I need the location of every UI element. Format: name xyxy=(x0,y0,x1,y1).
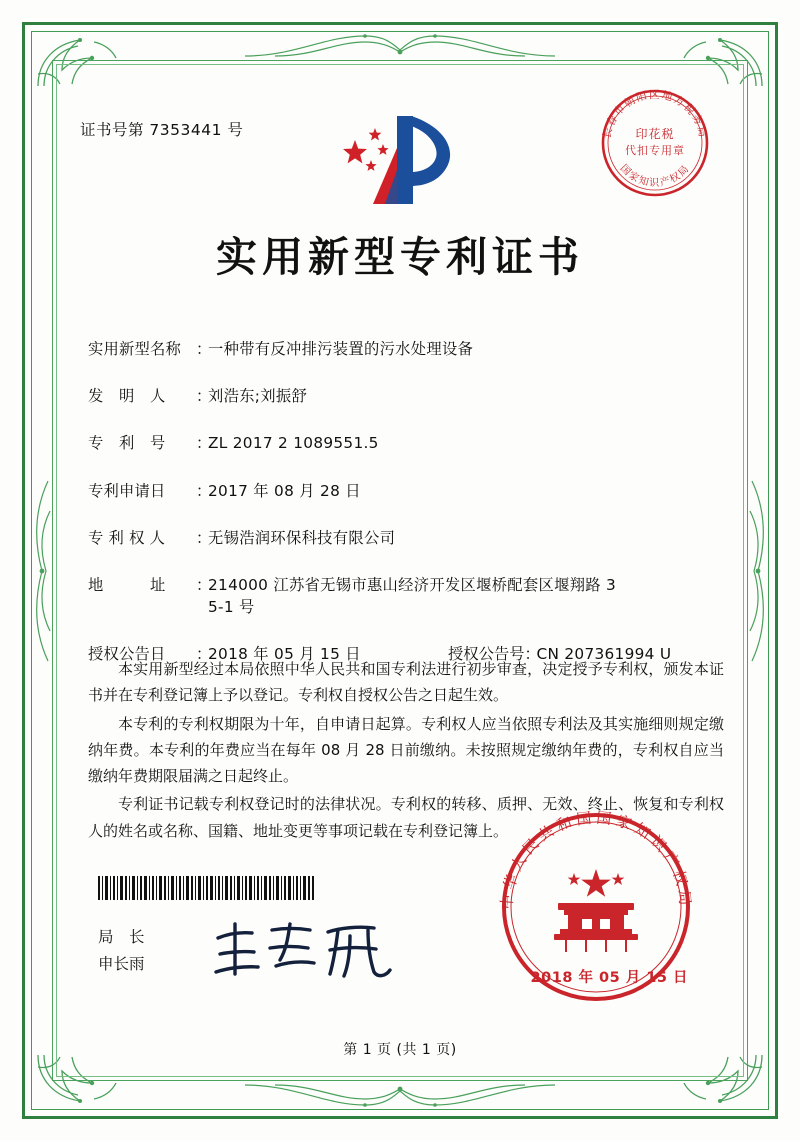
cnipa-logo-icon xyxy=(325,108,475,218)
field-label: 地 址 xyxy=(88,575,166,594)
svg-text:国家知识产权局: 国家知识产权局 xyxy=(617,162,693,189)
svg-text:长春市朝阳区地方税务局: 长春市朝阳区地方税务局 xyxy=(600,89,710,140)
director-label: 局 长 xyxy=(98,928,145,946)
field-colon: ： xyxy=(196,434,212,453)
field-value: 刘浩东;刘振舒 xyxy=(208,387,308,406)
field-value: 2018 年 05 月 15 日 xyxy=(208,645,361,664)
field-value: ZL 2017 2 1089551.5 xyxy=(208,434,379,453)
paragraph-2: 本专利的专利权期限为十年，自申请日起算。专利权人应当依照专利法及其实施细则规定缴纳年费。本专利的年费应当在每年 08 月 28 日前缴纳。未按照规定缴纳年费的，专利权自应当缴纳年费期限届满之日起终止。 xyxy=(88,714,724,785)
field-list xyxy=(88,338,730,683)
field-inventor xyxy=(88,385,730,407)
right-side-ornament xyxy=(744,471,772,671)
certificate-number: 证书号第 7353441 号 xyxy=(80,121,244,139)
field-colon: ： xyxy=(196,340,212,358)
field-value-wrap xyxy=(208,574,730,618)
signature-block xyxy=(98,924,145,978)
bottom-center-ornament xyxy=(235,1077,565,1111)
svg-text:代扣专用章: 代扣专用章 xyxy=(625,144,685,157)
field-value: 无锡浩润环保科技有限公司 xyxy=(208,528,396,547)
field-application-date xyxy=(88,480,730,502)
field-label: 授权公告日 xyxy=(88,645,166,664)
field-colon: ： xyxy=(196,481,212,500)
top-center-ornament xyxy=(235,30,565,64)
field-label: 实用新型名称 xyxy=(88,340,181,358)
handwritten-signature xyxy=(210,916,410,986)
field-utility-model-name xyxy=(88,338,730,360)
seal-date: 2018 年 05 月 15 日 xyxy=(530,970,688,986)
field-label: 专利申请日 xyxy=(88,481,166,500)
field-colon: ： xyxy=(196,387,212,406)
svg-text:印花税: 印花税 xyxy=(635,127,675,141)
certificate-content xyxy=(70,76,730,1065)
field-label: 授权公告号 xyxy=(448,645,525,664)
page-footer: 第 1 页 (共 1 页) xyxy=(343,1042,457,1058)
field-colon: ： xyxy=(196,575,212,594)
paragraph-3: 专利证书记载专利权登记时的法律状况。专利权的转移、质押、无效、终止、恢复和专利权人的姓名或名称、国籍、地址变更等事项记载在专利登记簿上。 xyxy=(88,795,724,840)
barcode xyxy=(98,876,316,900)
tax-stamp-seal xyxy=(596,84,714,202)
field-colon: ： xyxy=(196,528,212,547)
director-name: 申长雨 xyxy=(98,955,145,974)
field-patent-number xyxy=(88,432,730,454)
field-value: 2017 年 08 月 28 日 xyxy=(208,481,361,500)
field-value: 一种带有反冲排污装置的污水处理设备 xyxy=(208,340,474,358)
page-title: 实用新型专利证书 xyxy=(216,233,584,281)
field-colon: ： xyxy=(524,645,540,664)
field-value: CN 207361994 U xyxy=(536,645,672,664)
svg-text:中华人民共和国国家知识产权局: 中华人民共和国国家知识产权局 xyxy=(497,808,695,911)
paragraph-1: 本实用新型经过本局依照中华人民共和国专利法进行初步审查，决定授予专利权，颁发本证书并在专利登记簿上予以登记。专利权自授权公告之日起生效。 xyxy=(88,660,724,705)
field-address xyxy=(88,574,730,618)
field-colon: ： xyxy=(196,645,212,664)
field-value-line2: 5-1 号 xyxy=(208,598,255,617)
field-patentee xyxy=(88,527,730,549)
field-value-line1: 214000 江苏省无锡市惠山经济开发区堰桥配套区堰翔路 3 xyxy=(208,575,617,594)
field-label: 发 明 人 xyxy=(88,387,166,406)
field-label: 专 利 号 xyxy=(88,434,166,453)
field-label: 专 利 权 人 xyxy=(88,528,166,547)
